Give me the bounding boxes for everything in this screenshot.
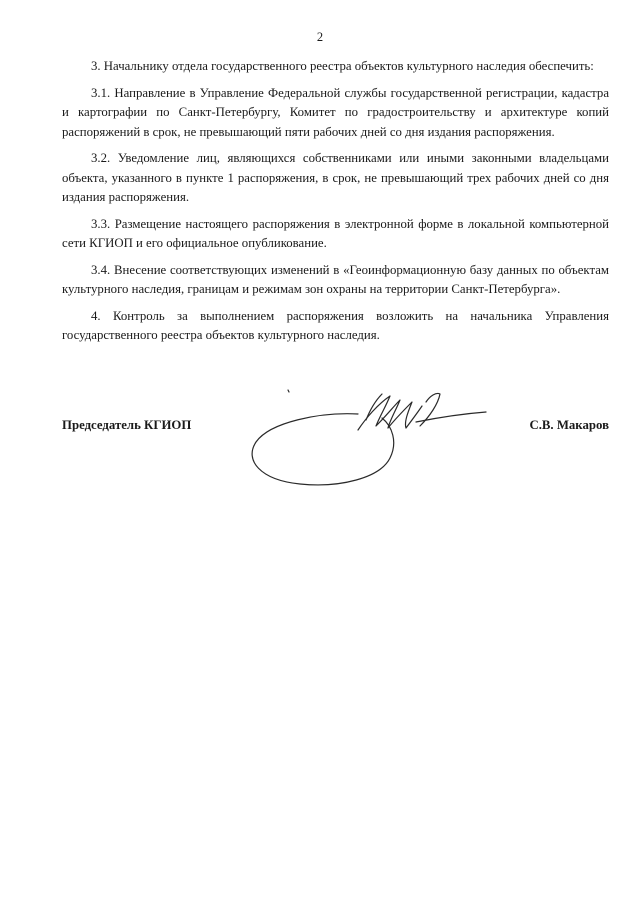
paragraph-3-4: 3.4. Внесение соответствующих изменений в «Геоинформационную базу данных по объектам культурного наследия, границам и режимам зон охраны на территории Санкт-Петербурга». [62, 262, 609, 296]
paragraph-4: 4. Контроль за выполнением распоряжения возложить на начальника Управления государственного реестра объектов культурного наследия. [62, 308, 609, 342]
paragraph-3: 3. Начальнику отдела государственного реестра объектов культурного наследия обеспечить: [91, 59, 594, 73]
document-body [62, 57, 609, 353]
paragraph-3-3: 3.3. Размещение настоящего распоряжения в электронной форме в локальной компьютерной сети КГИОП и его официальное опубликование. [62, 216, 609, 250]
signatory-name: С.В. Макаров [529, 418, 609, 432]
paragraph-3-2: 3.2. Уведомление лиц, являющихся собственниками или иными законными владельцами объекта, указанного в пункте 1 распоряжения, в срок, не превышающий трех рабочих дней со дня издания распоряжения. [62, 151, 609, 204]
page-number: 2 [316, 30, 324, 44]
paragraph-3-1: 3.1. Направление в Управление Федеральной службы государственной регистрации, кадастра и картографии по Санкт-Петербургу, Комитет по градостроительству и архитектуре копий распоряжений в срок, не превышающий пяти рабочих дней со дня издания распоряжения. [62, 85, 609, 139]
signatory-title: Председатель КГИОП [62, 418, 192, 432]
handwritten-signature [240, 372, 510, 512]
signature-block [62, 418, 609, 438]
